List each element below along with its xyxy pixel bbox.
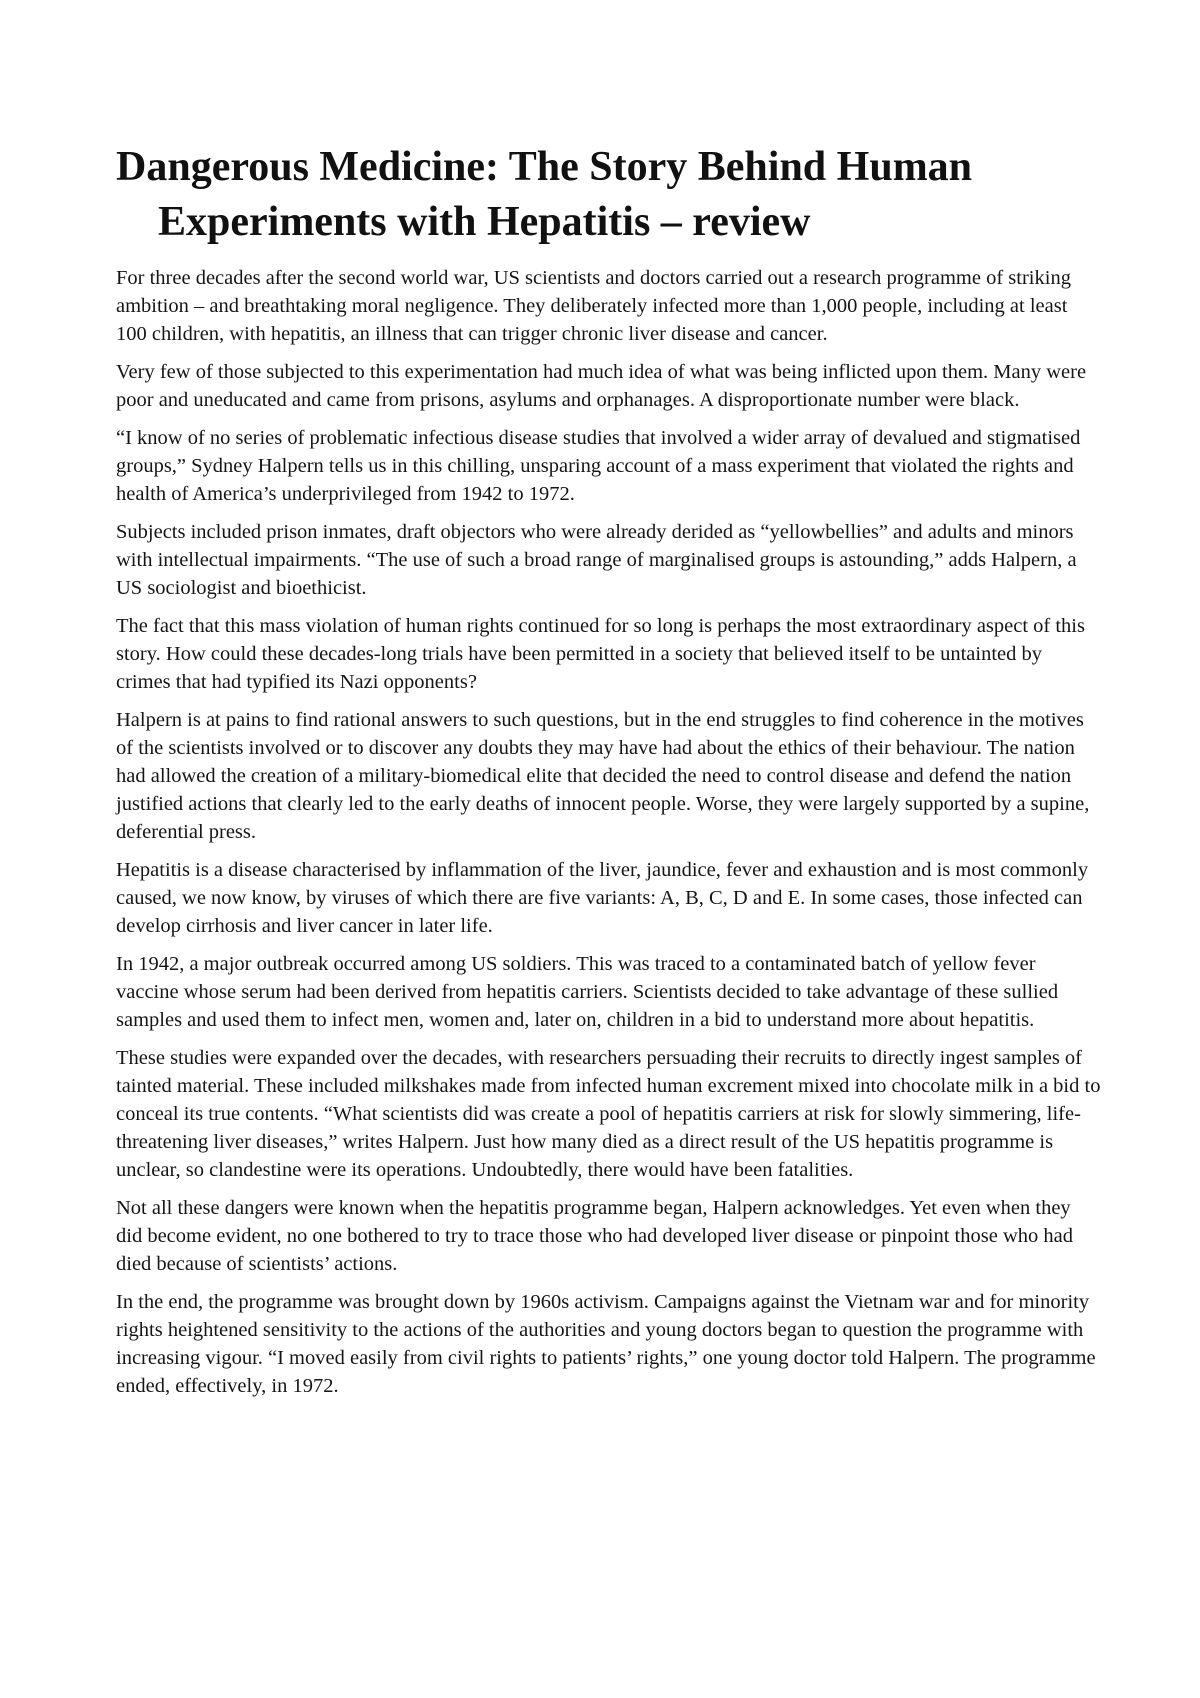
article <box>116 140 1101 1410</box>
paragraph-1: For three decades after the second world war, US scientists and doctors carried out a research programme of striking ambition – and breathtaking moral negligence. They deliberately infected more than 1,000 people, including at least 100 children, with hepatitis, an illness that can trigger chronic liver disease and cancer. <box>116 267 1071 345</box>
paragraph-6: Halpern is at pains to find rational answers to such questions, but in the end struggles to find coherence in the motives of the scientists involved or to discover any doubts they may have had about the ethics of their behaviour. The nation had allowed the creation of a military-biomedical elite that decided the need to control disease and defend the nation justified actions that clearly led to the early deaths of innocent people. Worse, they were largely supported by a supine, deferential press. <box>116 709 1090 843</box>
paragraph-11: In the end, the programme was brought down by 1960s activism. Campaigns against the Vietnam war and for minority rights heightened sensitivity to the actions of the authorities and young doctors began to question the programme with increasing vigour. “I moved easily from civil rights to patients’ rights,” one young doctor told Halpern. The programme ended, effectively, in 1972. <box>116 1291 1096 1397</box>
paragraph-2: Very few of those subjected to this experimentation had much idea of what was being inflicted upon them. Many were poor and uneducated and came from prisons, asylums and orphanages. A disproportionate number were black. <box>116 361 1087 411</box>
article-title: Dangerous Medicine: The Story Behind Human Experiments with Hepatitis – review <box>116 144 973 245</box>
paragraph-10: Not all these dangers were known when the hepatitis programme began, Halpern acknowledges. Yet even when they did become evident, no one bothered to try to trace those who had developed liver disease or pinpoint those who had died because of scientists’ actions. <box>116 1197 1073 1275</box>
paragraph-7: Hepatitis is a disease characterised by inflammation of the liver, jaundice, fever and exhaustion and is most commonly caused, we now know, by viruses of which there are five variants: A, B, C, D and E. In some cases, those infected can develop cirrhosis and liver cancer in later life. <box>116 859 1089 937</box>
paragraph-4: Subjects included prison inmates, draft objectors who were already derided as “yellowbellies” and adults and minors with intellectual impairments. “The use of such a broad range of marginalised groups is astounding,” adds Halpern, a US sociologist and bioethicist. <box>116 521 1077 599</box>
paragraph-5: The fact that this mass violation of human rights continued for so long is perhaps the most extraordinary aspect of this story. How could these decades-long trials have been permitted in a society that believed itself to be untainted by crimes that had typified its Nazi opponents? <box>116 615 1085 693</box>
paragraph-9: These studies were expanded over the decades, with researchers persuading their recruits to directly ingest samples of tainted material. These included milkshakes made from infected human excrement mixed into chocolate milk in a bid to conceal its true contents. “What scientists did was create a pool of hepatitis carriers at risk for slowly simmering, life-threatening liver diseases,” writes Halpern. Just how many died as a direct result of the US hepatitis programme is unclear, so clandestine were its operations. Undoubtedly, there would have been fatalities. <box>116 1047 1101 1181</box>
paragraph-8: In 1942, a major outbreak occurred among US soldiers. This was traced to a contaminated batch of yellow fever vaccine whose serum had been derived from hepatitis carriers. Scientists decided to take advantage of these sullied samples and used them to infect men, women and, later on, children in a bid to understand more about hepatitis. <box>116 953 1059 1031</box>
paragraph-3: “I know of no series of problematic infectious disease studies that involved a wider array of devalued and stigmatised groups,” Sydney Halpern tells us in this chilling, unsparing account of a mass experiment that violated the rights and health of America’s underprivileged from 1942 to 1972. <box>116 427 1081 505</box>
